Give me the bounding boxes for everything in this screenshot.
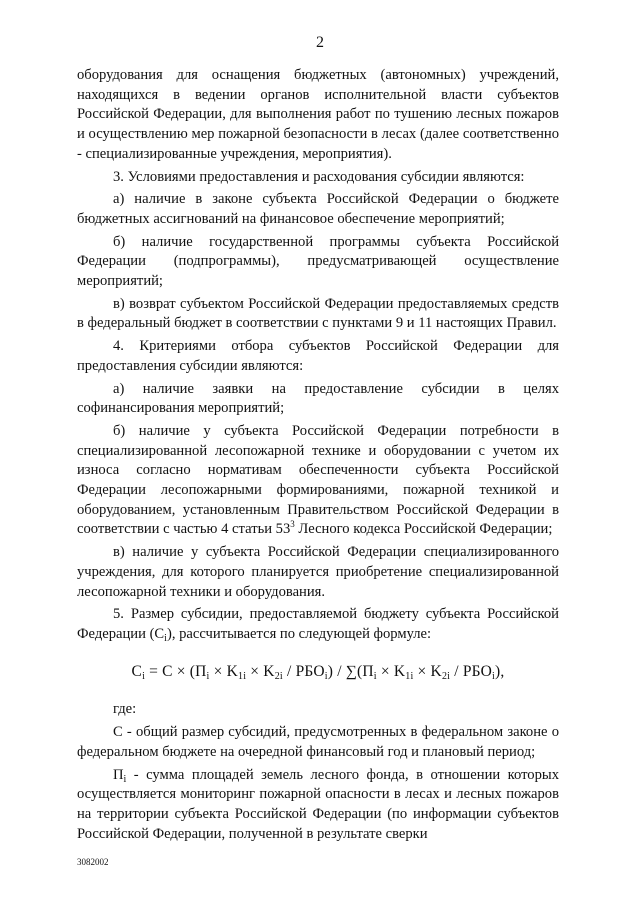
paragraph-5: 5. Размер субсидии, предоставляемой бюджету субъекта Российской Федерации $(С_i)$, рассчитывается по следующей формуле: <box>77 606 559 644</box>
paragraph-4b: б) наличие у субъекта Российской Федерации потребности в специализированной лесопожарной технике и оборудовании с учетом их износа согласно нормативам обеспеченности субъекта Российской Федерации лесопожарными формированиями, пожарной техникой и оборудованием, установленным Правительством Российской Федерации в соответствии с частью 4 статьи $53^3$ Лесного кодекса Российской Федерации; <box>77 422 559 538</box>
superscript-3: 3 <box>290 519 295 530</box>
definition-c: С - общий размер субсидий, предусмотренных в федеральном законе о федеральном бюджете на очередной финансовый год и плановый период; <box>77 724 559 760</box>
paragraph-3b: б) наличие государственной программы субъекта Российской Федерации (подпрограммы), предусматривающей осуществление мероприятий; <box>77 233 559 290</box>
definition-p: $П_i$ - сумма площадей земель лесного фонда, в отношении которых осуществляется мониторинг пожарной опасности в лесах и лесных пожаров на территории субъекта Российской Федерации (по информации субъектов Российской Федерации, полученной в результате сверки <box>77 766 559 842</box>
page-number: 2 <box>316 34 324 51</box>
document-body <box>77 66 559 844</box>
paragraph-continuation: оборудования для оснащения бюджетных (автономных) учреждений, находящихся в ведении органов исполнительной власти субъектов Российской Федерации, для выполнения работ по тушению лесных пожаров и осуществлению мер пожарной безопасности в лесах (далее соответственно - специализированные учреждения, мероприятия). <box>77 67 559 162</box>
paragraph-3a: а) наличие в законе субъекта Российской Федерации о бюджете бюджетных ассигнований на финансовое обеспечение мероприятий; <box>77 191 559 227</box>
paragraph-3v: в) возврат субъектом Российской Федерации предоставляемых средств в федеральный бюджет в соответствии с пунктами 9 и 11 настоящих Правил. <box>77 295 559 332</box>
paragraph-4v: в) наличие у субъекта Российской Федерации специализированного учреждения, для которого планируется приобретение специализированной лесопожарной техники и оборудования. <box>77 544 559 600</box>
where-label: где: <box>113 701 137 718</box>
document-code: 3082002 <box>77 857 109 867</box>
paragraph-4a: а) наличие заявки на предоставление субсидии в целях софинансирования мероприятий; <box>77 380 559 417</box>
paragraph-4-heading: 4. Критериями отбора субъектов Российской Федерации для предоставления субсидии являются: <box>77 338 559 374</box>
subsidy-formula: $C_i = C \times (П_i \times K_{1i} \times K_{2i} / РБО_i) / \sum(П_i \times K_{1i} \times K_{2i} / РБО_i)$, <box>131 662 505 682</box>
paragraph-3-heading: 3. Условиями предоставления и расходования субсидии являются: <box>113 168 525 185</box>
